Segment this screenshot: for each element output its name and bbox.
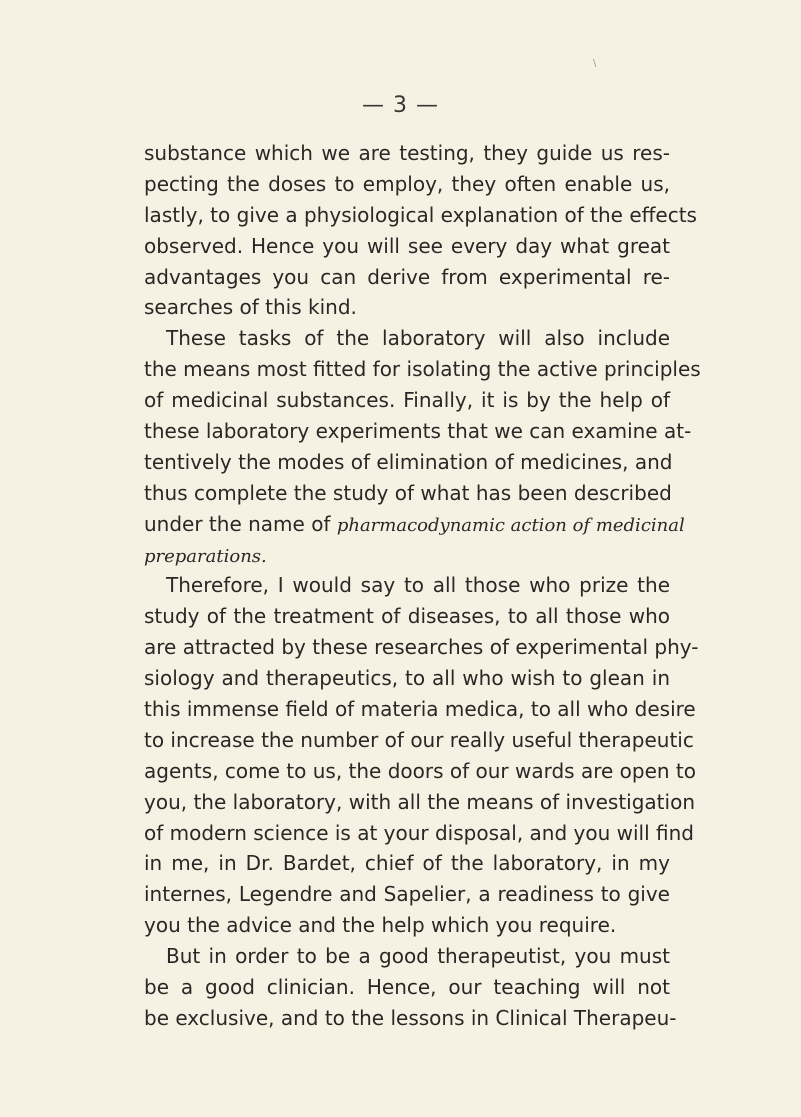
text-line: of medicinal substances. Finally, it is by the help of [144, 388, 670, 413]
text-line: to increase the number of our really useful therapeutic [144, 727, 694, 752]
italic-term: pharmacodynamic action of medicinal [336, 514, 685, 536]
text-line: in me, in Dr. Bardet, chief of the laboratory, in my [144, 851, 670, 876]
text-line: these laboratory experiments that we can examine at- [144, 419, 692, 444]
text-line: this immense field of materia medica, to all who desire [144, 697, 696, 722]
text-line: pecting the doses to employ, they often enable us, [144, 171, 670, 196]
text-line: you, the laboratory, with all the means of investigation [144, 789, 695, 814]
text-line: you the advice and the help which you require. [144, 913, 617, 938]
text-line: But in order to be a good therapeutist, you must [166, 944, 670, 969]
text-line: siology and therapeutics, to all who wish to glean in [144, 666, 670, 691]
text-line: substance which we are testing, they guide us res- [144, 141, 670, 165]
text-line: These tasks of the laboratory will also include [166, 326, 670, 351]
text-line: be a good clinician. Hence, our teaching will not [144, 975, 670, 1000]
text-line-italic [144, 540, 670, 571]
text-line: are attracted by these researches of experimental phy- [144, 635, 699, 660]
text-line: tentively the modes of elimination of medicines, and [144, 449, 673, 474]
text-line: observed. Hence you will see every day what great [144, 233, 670, 258]
text-line: agents, come to us, the doors of our wards are open to [144, 758, 697, 783]
body-text [144, 138, 701, 1034]
text-line: internes, Legendre and Sapelier, a readiness to give [144, 882, 670, 907]
text-line: be exclusive, and to the lessons in Clinical Therapeu- [144, 1005, 677, 1030]
text-segment: under the name of [144, 511, 337, 536]
text-line: searches of this kind. [144, 295, 357, 320]
page-number: — 3 — [362, 93, 439, 118]
text-line: the means most fitted for isolating the active principles [144, 357, 701, 382]
text-line: of modern science is at your disposal, and you will find [144, 820, 694, 845]
text-line: lastly, to give a physiological explanation of the effects [144, 202, 697, 227]
italic-term: preparations. [144, 545, 267, 567]
text-line: Therefore, I would say to all those who prize the [166, 573, 670, 598]
text-line: advantages you can derive from experimental re- [144, 264, 670, 289]
text-line: study of the treatment of diseases, to all those who [144, 604, 670, 629]
text-line: thus complete the study of what has been described [144, 480, 672, 505]
margin-mark: \ [593, 58, 597, 69]
text-line-mixed [144, 509, 685, 540]
